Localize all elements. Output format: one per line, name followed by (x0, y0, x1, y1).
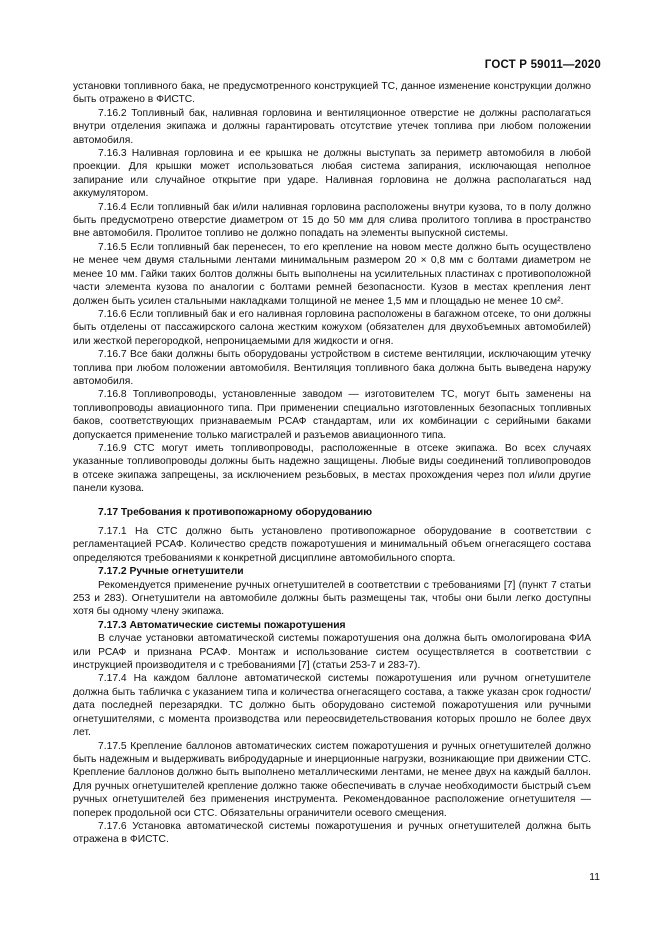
paragraph-7-16-6: 7.16.6 Если топливный бак и его наливная горловина расположены в багажном отсеке, то они должны быть отделены от пассажирского салона жестким кожухом (обязателен для двухобъемных автомобилей) или жесткой перегородкой, непроницаемыми для жидкости и огня. (73, 308, 591, 347)
page-number: 11 (589, 872, 600, 883)
paragraph-7-17-6: 7.17.6 Установка автоматической системы пожаротушения и ручных огнетушителей должна быть отражена в ФИСТС. (73, 820, 591, 846)
paragraph-7-17-3: В случае установки автоматической системы пожаротушения она должна быть омологирована ФИА или РСАФ и признана РСАФ. Монтаж и использование систем осуществляется в соответствии с инструкцией производителя и с требованиями [7] (статьи 253-7 и 283-7). (73, 633, 591, 672)
paragraph-7-16-2: 7.16.2 Топливный бак, наливная горловина и вентиляционное отверстие не должны располагаться внутри отделения экипажа и должны гарантировать отсутствие утечек топлива при любом положении автомобиля. (73, 107, 591, 146)
paragraph-7-16-1-continued: установки топливного бака, не предусмотренного конструкцией ТС, данное изменение конструкции должно быть отражено в ФИСТС. (73, 81, 591, 106)
paragraph-7-16-5: 7.16.5 Если топливный бак перенесен, то его крепление на новом месте должно быть осуществлено не менее чем двумя стальными лентами минимальным размером 20 × 0,8 мм с болтами диаметром не менее 10 мм. Гайки таких болтов должны быть выполнены на усилительных пластинах с противоположной части элемента кузова по аналогии с болтами ремней безопасности. Кузов в местах крепления лент должен быть усилен стальными накладками толщиной не менее 1,5 мм и площадью не менее 10 см². (73, 241, 591, 307)
paragraph-7-17-1: 7.17.1 На СТС должно быть установлено противопожарное оборудование в соответствии с регламентацией РСАФ. Количество средств пожаротушения и минимальный объем огнегасящего состава определяются требованиями к конкретной дисциплине автомобильного спорта. (73, 526, 591, 564)
document-code-header: ГОСТ Р 59011—2020 (484, 59, 601, 71)
subsection-7-17-3-title: 7.17.3 Автоматические системы пожаротушения (98, 619, 346, 631)
paragraph-7-17-2: Рекомендуется применение ручных огнетушителей в соответствии с требованиями [7] (пункт 7 статьи 253 и 283). Огнетушители на автомобиле должны быть размещены так, чтобы они были легко доступны хотя бы одному члену экипажа. (73, 579, 591, 618)
paragraph-7-16-8: 7.16.8 Топливопроводы, установленные заводом — изготовителем ТС, могут быть заменены на топливопроводы авиационного типа. При применении специально изготовленных безопасных топливных баков, соответствующих признаваемым РСАФ стандартам, или их комбинации с серийными баками допускается применение только магистралей и разъемов авиационного типа. (73, 389, 591, 441)
paragraph-7-16-9: 7.16.9 СТС могут иметь топливопроводы, расположенные в отсеке экипажа. Во всех случаях указанные топливопроводы должны быть надежно защищены. Любые виды соединений топливопроводов в отсеке экипажа запрещены, за исключением резьбовых, в местах прохождения через пол и/или другие панели кузова. (73, 442, 591, 495)
paragraph-7-16-7: 7.16.7 Все баки должны быть оборудованы устройством в системе вентиляции, исключающим утечку топлива при любом положении автомобиля. Вентиляция топливного бака должна быть выведена наружу автомобиля. (73, 349, 591, 387)
paragraph-7-16-3: 7.16.3 Наливная горловина и ее крышка не должны выступать за периметр автомобиля в любой проекции. Для крышки может использоваться любая система запирания, исключающая неполное запирание или случайное открытие при ударе. Наливная горловина не должна располагаться над аккумулятором. (73, 148, 591, 200)
section-7-17-title: 7.17 Требования к противопожарному оборудованию (98, 506, 372, 518)
paragraph-7-17-4: 7.17.4 На каждом баллоне автоматической системы пожаротушения или ручном огнетушителе должна быть табличка с указанием типа и количества огнегасящего состава, а также указан срок годности/дата последней перезарядки. ТС должно быть оборудовано системой пожаротушения или ручными огнетушителями, с момента производства или переосвидетельствования которых прошло не более двух лет. (73, 673, 591, 739)
paragraph-7-16-4: 7.16.4 Если топливный бак и/или наливная горловина расположены внутри кузова, то в полу должно быть предусмотрено отверстие диаметром от 15 до 50 мм для слива пролитого топлива в пространство вне автомобиля. Пролитое топливо не должно попадать на элементы выпускной системы. (73, 201, 591, 240)
paragraph-7-17-5: 7.17.5 Крепление баллонов автоматических систем пожаротушения и ручных огнетушителей должно быть надежным и выдерживать вибродударные и инерционные нагрузки, возникающие при движении СТС. Крепление баллонов должно быть выполнено металлическими лентами, не менее двух на каждый баллон. Для ручных огнетушителей крепление должно также обеспечивать в случае необходимости быстрый съем ручных огнетушителей без применения инструмента. Рекомендованное расположение огнетушителя — поперек продольной оси СТС. Обязательны ограничители осевого смещения. (73, 740, 591, 819)
subsection-7-17-2-title: 7.17.2 Ручные огнетушители (98, 566, 244, 578)
page-body (73, 80, 591, 847)
